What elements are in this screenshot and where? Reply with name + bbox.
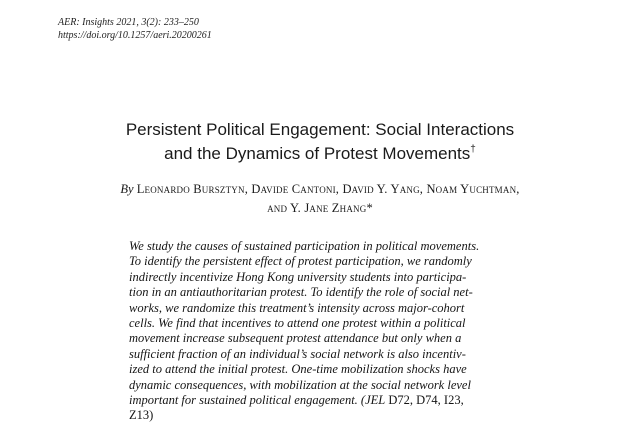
abstract-line: indirectly incentivize Hong Kong university students into participa- bbox=[129, 269, 467, 284]
author-line-2 bbox=[0, 199, 640, 218]
abstract-line: We study the causes of sustained participation in political movements. bbox=[129, 239, 480, 253]
abstract-line: tion in an antiauthoritarian protest. To identify the role of social net- bbox=[129, 285, 473, 300]
abstract bbox=[129, 239, 549, 424]
author-names-1: Leonardo Bursztyn, Davide Cantoni, David Y. Yang, Noam Yuchtman, bbox=[136, 182, 520, 196]
abstract-final-line bbox=[129, 408, 549, 423]
paper-title bbox=[0, 118, 640, 166]
title-line-2 bbox=[0, 142, 640, 166]
abstract-line: works, we randomize this treatment’s intensity across major-cohort bbox=[129, 300, 465, 315]
title-line-1: Persistent Political Engagement: Social Interactions bbox=[125, 120, 515, 139]
jel-codes: D72, D74, I23, bbox=[385, 393, 464, 408]
abstract-line: To identify the persistent effect of protest participation, we randomly bbox=[129, 254, 472, 269]
title-footnote-mark[interactable]: † bbox=[470, 144, 476, 155]
abstract-line: dynamic consequences, with mobilization at the social network level bbox=[129, 377, 471, 392]
abstract-line: movement increase subsequent protest attendance but only when a bbox=[129, 331, 462, 346]
jel-label: JEL bbox=[365, 393, 386, 408]
author-list bbox=[0, 180, 640, 218]
abstract-line: sufficient fraction of an individual’s social network is also incentiv- bbox=[129, 346, 466, 361]
jel-codes-final: Z13) bbox=[129, 408, 154, 423]
doi-link[interactable]: https://doi.org/10.1257/aeri.20200261 bbox=[58, 29, 212, 41]
title-line-2-text: and the Dynamics of Protest Movements bbox=[164, 144, 471, 163]
author-names-2: and Y. Jane Zhang* bbox=[267, 201, 373, 215]
author-line-1 bbox=[0, 180, 640, 199]
abstract-line: ized to attend the initial protest. One-time mobilization shocks have bbox=[129, 362, 467, 377]
journal-citation: AER: Insights 2021, 3(2): 233–250 bbox=[58, 17, 199, 28]
by-label: By bbox=[120, 182, 134, 196]
journal-header bbox=[58, 17, 212, 42]
abstract-last-line-start: important for sustained political engagement. ( bbox=[129, 393, 366, 408]
abstract-line: cells. We find that incentives to attend one protest within a political bbox=[129, 316, 466, 331]
abstract-line-jel bbox=[129, 393, 549, 408]
